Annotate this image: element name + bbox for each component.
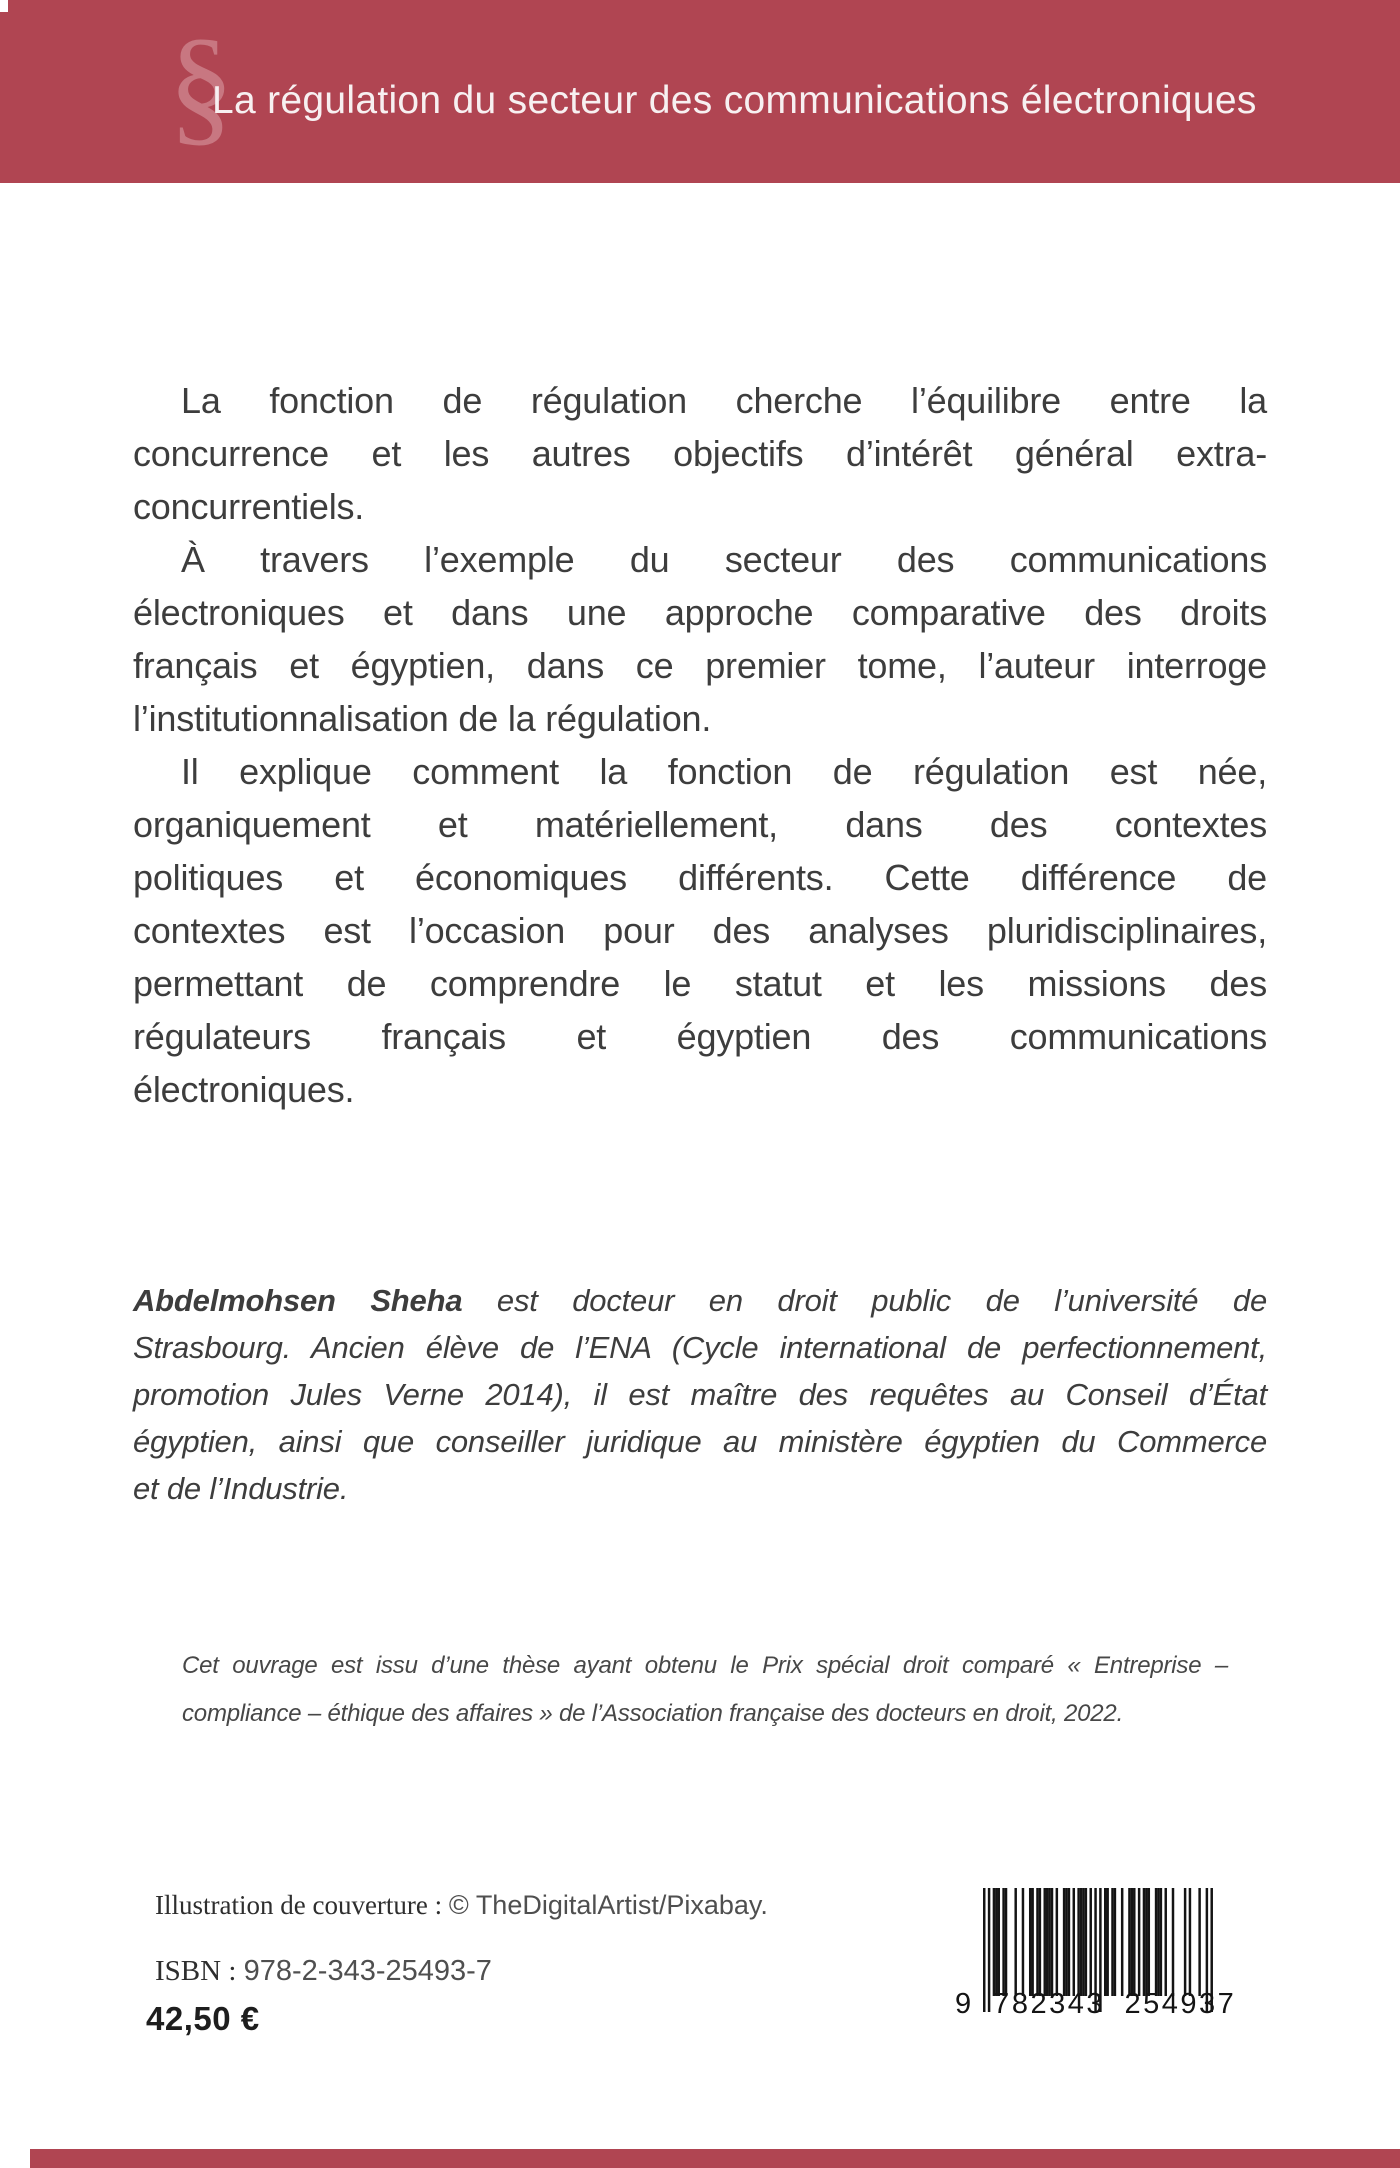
text-line: égyptien, ainsi que conseiller juridique au ministère égyptien du Commerce xyxy=(133,1424,1267,1459)
text-line: contextes est l’occasion pour des analyses pluridisciplinaires, xyxy=(133,910,1267,951)
text-line: Il explique comment la fonction de régulation est née, xyxy=(181,751,1267,792)
corner-notch xyxy=(0,0,8,12)
text-line: compliance – éthique des affaires » de l’Association française des docteurs en droit, 2022. xyxy=(182,1700,1124,1727)
isbn-label: ISBN : xyxy=(155,1955,237,1987)
text-line: politiques et économiques différents. Cette différence de xyxy=(133,857,1267,898)
text-line: concurrentiels. xyxy=(133,486,365,527)
text-line: Cet ouvrage est issu d’une thèse ayant obtenu le Prix spécial droit comparé « Entreprise – xyxy=(182,1652,1228,1679)
synopsis-text xyxy=(133,374,1267,1116)
header-band xyxy=(0,0,1400,183)
text-line: permettant de comprendre le statut et les missions des xyxy=(133,963,1267,1004)
award-note-text xyxy=(182,1642,1228,1738)
text-line: À travers l’exemple du secteur des communications xyxy=(181,539,1267,580)
illustration-credit-line xyxy=(155,1890,768,1921)
illustration-credit-label: Illustration de couverture : xyxy=(155,1890,443,1920)
text-line: concurrence et les autres objectifs d’intérêt général extra- xyxy=(133,433,1267,474)
illustration-credit-value: © TheDigitalArtist/Pixabay. xyxy=(448,1890,768,1920)
text-line: et de l’Industrie. xyxy=(133,1471,349,1506)
section-sign-glyph: § xyxy=(168,11,234,158)
text-line: promotion Jules Verne 2014), il est maître des requêtes au Conseil d’État xyxy=(133,1377,1267,1412)
footer-red-strip xyxy=(30,2149,1400,2168)
text-line: régulateurs français et égyptien des communications xyxy=(133,1016,1267,1057)
author-bio-text xyxy=(133,1277,1267,1512)
text-line: l’institutionnalisation de la régulation. xyxy=(133,698,712,739)
barcode xyxy=(955,1888,1237,2038)
text-line: électroniques. xyxy=(133,1069,355,1110)
text-line: Strasbourg. Ancien élève de l’ENA (Cycle international de perfectionnement, xyxy=(133,1330,1267,1365)
text-line: La fonction de régulation cherche l’équilibre entre la xyxy=(181,380,1267,421)
book-title: La régulation du secteur des communications électroniques xyxy=(212,79,1257,122)
text-line: français et égyptien, dans ce premier tome, l’auteur interroge xyxy=(133,645,1267,686)
isbn-line xyxy=(155,1955,492,1988)
barcode-digits: 9 782343 254937 xyxy=(955,1988,1237,2020)
author-name: Abdelmohsen Sheha xyxy=(133,1283,463,1318)
text-line: Abdelmohsen Sheha est docteur en droit public de l’université de xyxy=(133,1283,1267,1318)
isbn-value: 978-2-343-25493-7 xyxy=(243,1955,492,1987)
text-line: organiquement et matériellement, dans des contextes xyxy=(133,804,1267,845)
price-label: 42,50 € xyxy=(146,2000,260,2037)
text-line: électroniques et dans une approche comparative des droits xyxy=(133,592,1267,633)
